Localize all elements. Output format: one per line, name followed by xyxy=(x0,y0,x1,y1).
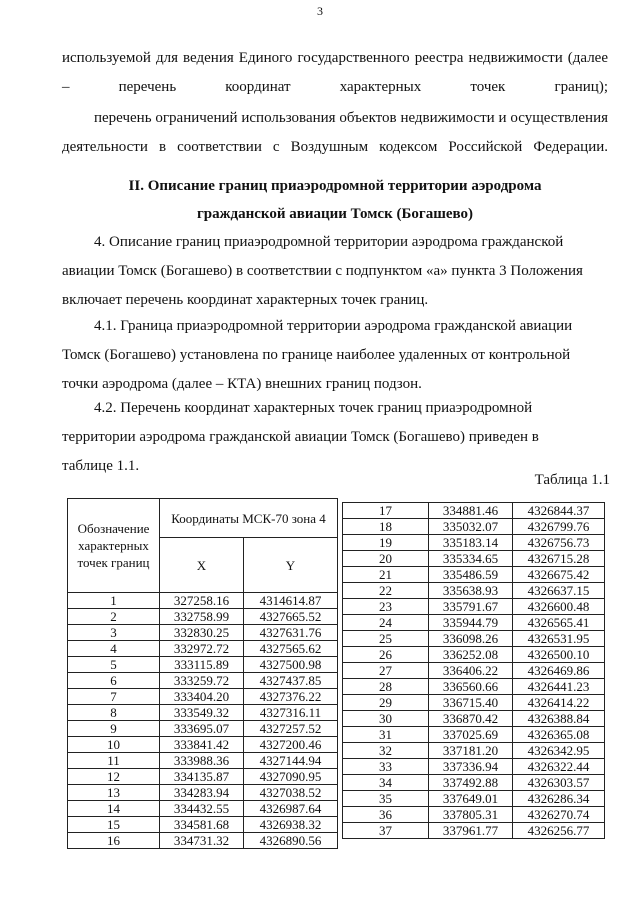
point-number-cell: 31 xyxy=(343,727,429,743)
point-number-cell: 12 xyxy=(68,769,160,785)
y-coordinate-cell: 4326531.95 xyxy=(513,631,605,647)
paragraph-line: точки аэродрома (далее – КТА) внешних границ подзон. xyxy=(62,376,422,392)
point-number-cell: 33 xyxy=(343,759,429,775)
x-coordinate-cell: 335638.93 xyxy=(429,583,513,599)
point-number-cell: 13 xyxy=(68,785,160,801)
point-number-cell: 36 xyxy=(343,807,429,823)
paragraph-line: 4.2. Перечень координат характерных точек границ приаэродромной xyxy=(94,400,533,416)
point-number-cell: 30 xyxy=(343,711,429,727)
x-coordinate-cell: 336252.08 xyxy=(429,647,513,663)
table-row xyxy=(68,737,338,753)
y-coordinate-cell: 4326256.77 xyxy=(513,823,605,839)
point-number-cell: 15 xyxy=(68,817,160,833)
y-coordinate-cell: 4326303.57 xyxy=(513,775,605,791)
x-coordinate-cell: 337181.20 xyxy=(429,743,513,759)
point-number-cell: 7 xyxy=(68,689,160,705)
point-number-cell: 19 xyxy=(343,535,429,551)
point-number-cell: 14 xyxy=(68,801,160,817)
table-row xyxy=(343,503,605,519)
paragraph-line: деятельности в соответствии с Воздушным кодексом Российской Федерации. xyxy=(62,139,608,155)
y-coordinate-cell: 4326987.64 xyxy=(244,801,338,817)
y-coordinate-cell: 4326270.74 xyxy=(513,807,605,823)
table-row xyxy=(68,641,338,657)
table-row xyxy=(343,647,605,663)
point-number-cell: 37 xyxy=(343,823,429,839)
table-row xyxy=(68,721,338,737)
point-number-cell: 4 xyxy=(68,641,160,657)
point-number-cell: 2 xyxy=(68,609,160,625)
y-coordinate-cell: 4327090.95 xyxy=(244,769,338,785)
y-coordinate-cell: 4326441.23 xyxy=(513,679,605,695)
table-row xyxy=(343,727,605,743)
paragraph-4-1 xyxy=(62,312,608,399)
y-coordinate-cell: 4326365.08 xyxy=(513,727,605,743)
y-coordinate-cell: 4326500.10 xyxy=(513,647,605,663)
point-number-cell: 21 xyxy=(343,567,429,583)
point-number-cell: 32 xyxy=(343,743,429,759)
point-number-cell: 24 xyxy=(343,615,429,631)
table-row xyxy=(68,689,338,705)
point-number-cell: 29 xyxy=(343,695,429,711)
paragraph-line: 4. Описание границ приаэродромной территории аэродрома гражданской xyxy=(94,234,564,250)
point-number-cell: 25 xyxy=(343,631,429,647)
paragraph-line: используемой для ведения Единого государственного реестра недвижимости (далее xyxy=(62,50,608,66)
x-coordinate-cell: 336098.26 xyxy=(429,631,513,647)
point-number-cell: 16 xyxy=(68,833,160,849)
paragraph-line: включает перечень координат характерных точек границ. xyxy=(62,292,429,308)
point-number-cell: 10 xyxy=(68,737,160,753)
point-number-cell: 5 xyxy=(68,657,160,673)
table-row xyxy=(343,519,605,535)
y-coordinate-cell: 4327631.76 xyxy=(244,625,338,641)
point-number-cell: 8 xyxy=(68,705,160,721)
point-number-cell: 11 xyxy=(68,753,160,769)
y-coordinate-cell: 4326675.42 xyxy=(513,567,605,583)
y-coordinate-cell: 4326322.44 xyxy=(513,759,605,775)
point-number-cell: 23 xyxy=(343,599,429,615)
table-row xyxy=(68,609,338,625)
table-row xyxy=(68,817,338,833)
coordinates-header: Координаты МСК-70 зона 4 xyxy=(160,499,338,538)
x-coordinate-cell: 336560.66 xyxy=(429,679,513,695)
point-number-cell: 27 xyxy=(343,663,429,679)
y-coordinate-cell: 4327200.46 xyxy=(244,737,338,753)
paragraph-line: Томск (Богашево) установлена по границе наиболее удаленных от контрольной xyxy=(62,347,571,363)
y-coordinate-cell: 4326469.86 xyxy=(513,663,605,679)
y-coordinate-cell: 4326715.28 xyxy=(513,551,605,567)
x-coordinate-cell: 335486.59 xyxy=(429,567,513,583)
x-coordinate-cell: 336715.40 xyxy=(429,695,513,711)
x-coordinate-cell: 332830.25 xyxy=(160,625,244,641)
point-number-cell: 1 xyxy=(68,593,160,609)
y-coordinate-cell: 4314614.87 xyxy=(244,593,338,609)
y-coordinate-cell: 4326799.76 xyxy=(513,519,605,535)
paragraph-line: авиации Томск (Богашево) в соответствии с подпунктом «а» пункта 3 Положения xyxy=(62,263,583,279)
x-coordinate-cell: 337492.88 xyxy=(429,775,513,791)
point-number-cell: 22 xyxy=(343,583,429,599)
paragraph-line: перечень ограничений использования объектов недвижимости и осуществления xyxy=(94,110,608,126)
y-coordinate-cell: 4327257.52 xyxy=(244,721,338,737)
x-coordinate-cell: 333549.32 xyxy=(160,705,244,721)
x-coordinate-cell: 327258.16 xyxy=(160,593,244,609)
y-coordinate-cell: 4326756.73 xyxy=(513,535,605,551)
point-number-cell: 18 xyxy=(343,519,429,535)
x-coordinate-cell: 336870.42 xyxy=(429,711,513,727)
table-row xyxy=(343,551,605,567)
y-coordinate-cell: 4326938.32 xyxy=(244,817,338,833)
table-row xyxy=(343,567,605,583)
table-row xyxy=(343,711,605,727)
y-coordinate-cell: 4327437.85 xyxy=(244,673,338,689)
y-coordinate-cell: 4326388.84 xyxy=(513,711,605,727)
table-row xyxy=(68,833,338,849)
paragraph-line: территории аэродрома гражданской авиации Томск (Богашево) приведен в xyxy=(62,429,539,445)
table-row xyxy=(343,583,605,599)
point-number-cell: 6 xyxy=(68,673,160,689)
x-header: X xyxy=(160,538,244,593)
table-row xyxy=(68,625,338,641)
y-coordinate-cell: 4326600.48 xyxy=(513,599,605,615)
y-coordinate-cell: 4327038.52 xyxy=(244,785,338,801)
x-coordinate-cell: 334881.46 xyxy=(429,503,513,519)
table-row xyxy=(343,535,605,551)
x-coordinate-cell: 333841.42 xyxy=(160,737,244,753)
paragraph-registry-continuation xyxy=(62,44,608,102)
paragraph-4-2 xyxy=(62,394,608,481)
table-row xyxy=(343,615,605,631)
y-coordinate-cell: 4327316.11 xyxy=(244,705,338,721)
table-row xyxy=(343,695,605,711)
page-number: 3 xyxy=(317,4,323,18)
point-number-cell: 20 xyxy=(343,551,429,567)
y-coordinate-cell: 4327665.52 xyxy=(244,609,338,625)
point-number-cell: 3 xyxy=(68,625,160,641)
point-number-cell: 17 xyxy=(343,503,429,519)
x-coordinate-cell: 333695.07 xyxy=(160,721,244,737)
y-coordinate-cell: 4326286.34 xyxy=(513,791,605,807)
x-coordinate-cell: 332758.99 xyxy=(160,609,244,625)
point-number-cell: 9 xyxy=(68,721,160,737)
x-coordinate-cell: 337961.77 xyxy=(429,823,513,839)
x-coordinate-cell: 334135.87 xyxy=(160,769,244,785)
table-row xyxy=(343,679,605,695)
table-row xyxy=(68,593,338,609)
table-row xyxy=(343,823,605,839)
y-coordinate-cell: 4327376.22 xyxy=(244,689,338,705)
table-row xyxy=(68,673,338,689)
x-coordinate-cell: 333259.72 xyxy=(160,673,244,689)
y-coordinate-cell: 4326414.22 xyxy=(513,695,605,711)
paragraph-line: таблице 1.1. xyxy=(62,458,140,474)
table-row xyxy=(68,801,338,817)
table-row xyxy=(343,807,605,823)
table-row xyxy=(343,791,605,807)
paragraph-restrictions xyxy=(62,104,608,162)
point-number-cell: 35 xyxy=(343,791,429,807)
y-coordinate-cell: 4326565.41 xyxy=(513,615,605,631)
y-coordinate-cell: 4326890.56 xyxy=(244,833,338,849)
table-row xyxy=(343,775,605,791)
x-coordinate-cell: 332972.72 xyxy=(160,641,244,657)
coordinates-table-left xyxy=(67,498,338,849)
x-coordinate-cell: 337025.69 xyxy=(429,727,513,743)
table-row xyxy=(68,769,338,785)
point-number-cell: 34 xyxy=(343,775,429,791)
x-coordinate-cell: 335334.65 xyxy=(429,551,513,567)
table-row xyxy=(68,785,338,801)
y-coordinate-cell: 4326637.15 xyxy=(513,583,605,599)
table-row xyxy=(343,599,605,615)
coordinates-table-right xyxy=(342,502,605,839)
table-caption: Таблица 1.1 xyxy=(534,472,610,488)
x-coordinate-cell: 336406.22 xyxy=(429,663,513,679)
table-row xyxy=(68,657,338,673)
y-coordinate-cell: 4327565.62 xyxy=(244,641,338,657)
x-coordinate-cell: 337336.94 xyxy=(429,759,513,775)
x-coordinate-cell: 334731.32 xyxy=(160,833,244,849)
y-coordinate-cell: 4327500.98 xyxy=(244,657,338,673)
y-header: Y xyxy=(244,538,338,593)
point-number-cell: 26 xyxy=(343,647,429,663)
x-coordinate-cell: 334283.94 xyxy=(160,785,244,801)
x-coordinate-cell: 337805.31 xyxy=(429,807,513,823)
point-number-cell: 28 xyxy=(343,679,429,695)
table-row xyxy=(343,759,605,775)
paragraph-line: – перечень координат характерных точек границ); xyxy=(62,79,608,95)
section-heading-line: гражданской авиации Томск (Богашево) xyxy=(196,206,474,222)
x-coordinate-cell: 334432.55 xyxy=(160,801,244,817)
x-coordinate-cell: 334581.68 xyxy=(160,817,244,833)
table-row xyxy=(68,753,338,769)
table-row xyxy=(343,663,605,679)
paragraph-line: 4.1. Граница приаэродромной территории аэродрома гражданской авиации xyxy=(94,318,573,334)
point-designation-header: Обозначение характерных точек границ xyxy=(68,499,160,593)
x-coordinate-cell: 333115.89 xyxy=(160,657,244,673)
y-coordinate-cell: 4326844.37 xyxy=(513,503,605,519)
y-coordinate-cell: 4326342.95 xyxy=(513,743,605,759)
section-heading xyxy=(62,172,608,228)
table-row xyxy=(343,743,605,759)
x-coordinate-cell: 335183.14 xyxy=(429,535,513,551)
x-coordinate-cell: 335944.79 xyxy=(429,615,513,631)
paragraph-4 xyxy=(62,228,608,315)
x-coordinate-cell: 337649.01 xyxy=(429,791,513,807)
x-coordinate-cell: 333988.36 xyxy=(160,753,244,769)
x-coordinate-cell: 333404.20 xyxy=(160,689,244,705)
x-coordinate-cell: 335791.67 xyxy=(429,599,513,615)
x-coordinate-cell: 335032.07 xyxy=(429,519,513,535)
section-heading-line: II. Описание границ приаэродромной территории аэродрома xyxy=(128,178,542,194)
table-row xyxy=(343,631,605,647)
y-coordinate-cell: 4327144.94 xyxy=(244,753,338,769)
table-row xyxy=(68,705,338,721)
